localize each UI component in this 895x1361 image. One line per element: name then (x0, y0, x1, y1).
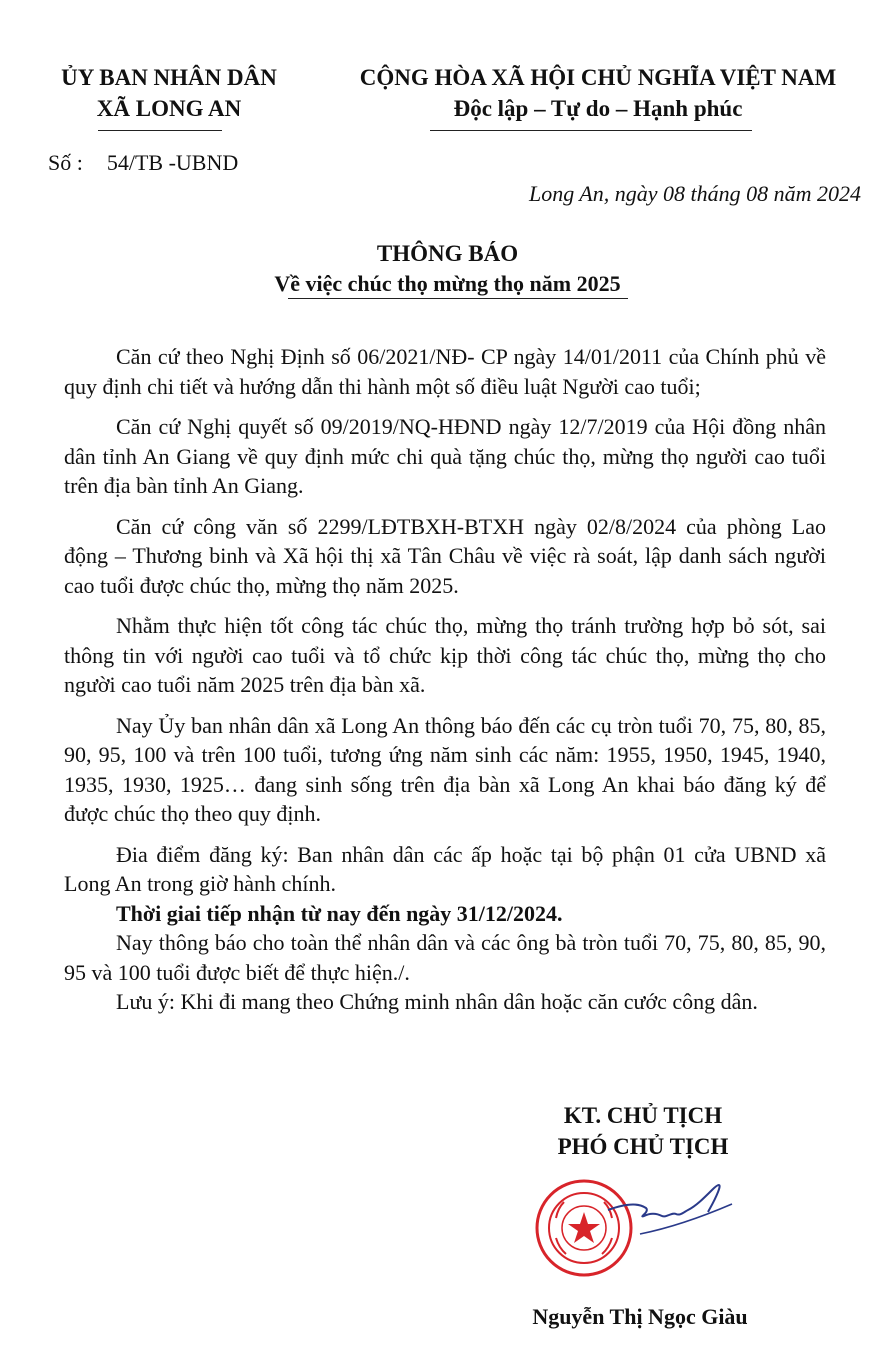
subtitle-underline (288, 298, 628, 299)
nation-name: CỘNG HÒA XÃ HỘI CHỦ NGHĨA VIỆT NAM (359, 65, 837, 90)
organization-line-1: ỦY BAN NHÂN DÂN (61, 65, 277, 90)
paragraph-purpose: Nhằm thực hiện tốt công tác chúc thọ, mừng thọ tránh trường hợp bỏ sót, sai thông tin với người cao tuổi và tổ chức kịp thời công tác chúc thọ, mừng thọ cho người cao tuổi năm 2025 trên địa bàn xã. (64, 613, 826, 697)
paragraph-legal-basis-2: Căn cứ Nghị quyết số 09/2019/NQ-HĐND ngày 12/7/2019 của Hội đồng nhân dân tỉnh An Giang về quy định mức chi quà tặng chúc thọ, mừng thọ người cao tuổi trên địa bàn tỉnh An Giang. (64, 414, 826, 498)
document-number-value: 54/TB -UBND (106, 150, 239, 175)
paragraph-legal-basis-1: Căn cứ theo Nghị Định số 06/2021/NĐ- CP ngày 14/01/2011 của Chính phủ về quy định chi tiết và hướng dẫn thi hành một số điều luật Người cao tuổi; (64, 344, 826, 399)
signer-title-line-2: PHÓ CHỦ TỊCH (557, 1134, 729, 1159)
paragraph-notice: Nay thông báo cho toàn thể nhân dân và các ông bà tròn tuổi 70, 75, 80, 85, 90, 95 và 100 tuổi được biết để thực hiện./. (64, 930, 826, 985)
paragraph-deadline: Thời giai tiếp nhận từ nay đến ngày 31/12/2024. (116, 900, 563, 926)
handwritten-signature (600, 1172, 750, 1252)
signer-title (518, 1100, 768, 1162)
document-subtitle: Về việc chúc thọ mừng thọ năm 2025 (274, 271, 621, 296)
organization-line-2: XÃ LONG AN (96, 96, 242, 121)
document-body (64, 342, 826, 1017)
document-number-label: Số : (48, 150, 83, 175)
date-line: Long An, ngày 08 tháng 08 năm 2024 (528, 181, 861, 206)
paragraph-announcement: Nay Ủy ban nhân dân xã Long An thông báo đến các cụ tròn tuổi 70, 75, 80, 85, 90, 95, 100 và trên 100 tuổi, tương ứng năm sinh các năm: 1955, 1950, 1945, 1940, 1935, 1930, 1925… đang sinh sống trên địa bàn xã Long An khai báo đăng ký để được chúc thọ theo quy định. (64, 712, 826, 826)
national-motto (318, 62, 878, 124)
signer-title-line-1: KT. CHỦ TỊCH (563, 1103, 723, 1128)
signer-name: Nguyễn Thị Ngọc Giàu (532, 1304, 748, 1329)
document-number (48, 150, 238, 176)
motto-line: Độc lập – Tự do – Hạnh phúc (453, 96, 743, 121)
organization-underline (98, 130, 222, 131)
paragraph-registration-location: Đia điểm đăng ký: Ban nhân dân các ấp hoặc tại bộ phận 01 cửa UBND xã Long An trong giờ hành chính. (64, 841, 826, 896)
paragraph-legal-basis-3: Căn cứ công văn số 2299/LĐTBXH-BTXH ngày 02/8/2024 của phòng Lao động – Thương binh và Xã hội thị xã Tân Châu về việc rà soát, lập danh sách người cao tuổi được chúc thọ, mừng thọ năm 2025. (64, 513, 826, 598)
document-title: THÔNG BÁO (376, 241, 519, 266)
motto-underline (430, 130, 752, 131)
issuing-organization (38, 62, 300, 124)
paragraph-note: Lưu ý: Khi đi mang theo Chứng minh nhân dân hoặc căn cước công dân. (116, 989, 758, 1014)
